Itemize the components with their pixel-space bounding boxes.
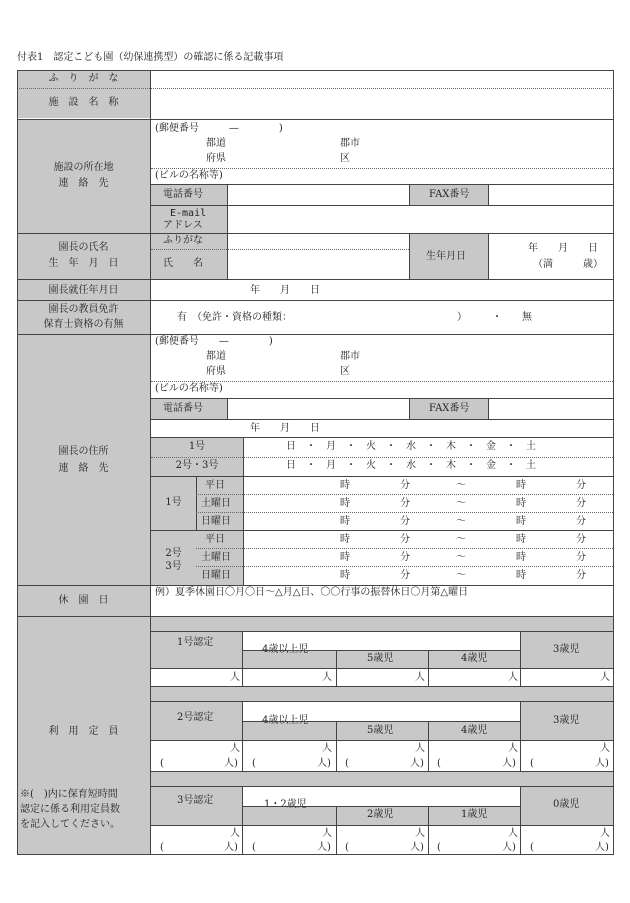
hour-1a-end[interactable]: 時 (516, 480, 526, 491)
cert-2-4plus-short-open: ( (252, 758, 256, 769)
facility-furigana-field[interactable] (151, 71, 613, 88)
cert-1-age-4plus: 4歳以上児 (262, 644, 309, 655)
minute-1c[interactable]: 分 (400, 516, 410, 527)
cert-2-total[interactable]: 人 (230, 743, 240, 754)
cert-3-2-short-open: ( (345, 842, 349, 853)
holiday-label-2: 日曜日 (201, 570, 231, 581)
cert-3-1-count[interactable]: 人 (508, 828, 518, 839)
principal-contact-label: 連 絡 先 (58, 463, 109, 474)
license-value[interactable]: 有 （免許・資格の種類： ） ・ 無 (177, 312, 532, 323)
hour-1b-end[interactable]: 時 (516, 498, 526, 509)
principal-ward-label: 区 (340, 366, 350, 377)
closed-days-label: 休 園 日 (58, 595, 109, 606)
hour-2b[interactable]: 時 (340, 552, 350, 563)
facility-name-field[interactable] (151, 89, 613, 119)
minute-1c-end[interactable]: 分 (576, 516, 586, 527)
closed-days-example[interactable]: 例）夏季休園日〇月〇日〜△月△日、〇〇行事の振替休日〇月第△曜日 (155, 587, 469, 598)
cert-2-age-5: 5歳児 (367, 725, 394, 736)
cert-2-total-short[interactable]: 人) (224, 758, 238, 769)
facility-name-label: 施 設 名 称 (48, 97, 119, 108)
cert-3-0-short[interactable]: 人) (595, 842, 609, 853)
cert-1-5-count[interactable]: 人 (415, 672, 425, 683)
cert-3-2-short[interactable]: 人) (410, 842, 424, 853)
minute-2b-end[interactable]: 分 (576, 552, 586, 563)
capacity-note-2: 認定に係る利用定員数 (20, 804, 120, 815)
birthdate-label: 生年月日 (426, 251, 466, 262)
cert-1-4plus-count[interactable]: 人 (322, 672, 332, 683)
cert-2-4-count[interactable]: 人 (508, 743, 518, 754)
cert-2-5-short-open: ( (345, 758, 349, 769)
cert-2-total-short-open: ( (160, 758, 164, 769)
weekdays-type-1[interactable]: 日 ・ 月 ・ 火 ・ 水 ・ 木 ・ 金 ・ 土 (286, 441, 536, 452)
principal-phone-field[interactable] (228, 399, 409, 419)
minute-2a[interactable]: 分 (400, 534, 410, 545)
principal-address-label: 園長の住所 (58, 446, 109, 457)
cert-1-age-4: 4歳児 (461, 653, 488, 664)
hour-2b-end[interactable]: 時 (516, 552, 526, 563)
holiday-label-1: 日曜日 (201, 516, 231, 527)
tenure-date-field[interactable]: 年 月 日 (250, 285, 320, 296)
tilde-2b: 〜 (456, 552, 466, 563)
principal-name-label: 園長の氏名 (58, 242, 109, 253)
minute-1b-end[interactable]: 分 (576, 498, 586, 509)
tilde-1a: 〜 (456, 480, 466, 491)
minute-2b[interactable]: 分 (400, 552, 410, 563)
phone-field[interactable] (228, 185, 409, 205)
principal-name-field[interactable] (228, 234, 409, 279)
cert-3-12-count[interactable]: 人 (322, 828, 332, 839)
capacity-label: 利 用 定 員 (48, 726, 119, 737)
document-title: 付表1 認定こども園（幼保連携型）の確認に係る記載事項 (17, 52, 284, 63)
cert-1-label: 1号認定 (177, 637, 214, 648)
tilde-2c: 〜 (456, 570, 466, 581)
capacity-note-3: を記入してください。 (20, 819, 120, 830)
principal-fax-field[interactable] (489, 399, 613, 419)
cert-3-total-short[interactable]: 人) (224, 842, 238, 853)
furigana-label: ふ り が な (48, 73, 119, 84)
cert-1-age-3: 3歳児 (553, 644, 580, 655)
cert-2-age-4: 4歳児 (461, 725, 488, 736)
email-label: E-mail (170, 208, 207, 219)
email-field[interactable] (228, 206, 613, 233)
cert-3-total[interactable]: 人 (230, 828, 240, 839)
cert-3-age-0: 0歳児 (553, 799, 580, 810)
principal-date-field[interactable]: 年 月 日 (250, 423, 320, 434)
minute-1a[interactable]: 分 (400, 480, 410, 491)
cert-3-total-short-open: ( (160, 842, 164, 853)
cert-2-age-3: 3歳児 (553, 715, 580, 726)
cert-3-1-short-open: ( (437, 842, 441, 853)
principal-prefecture-label-2: 府県 (206, 366, 226, 377)
cert-2-label: 2号認定 (177, 712, 214, 723)
tilde-1c: 〜 (456, 516, 466, 527)
weekday-label-1: 平日 (205, 480, 225, 491)
cert-3-0-short-open: ( (530, 842, 534, 853)
minute-2c-end[interactable]: 分 (576, 570, 586, 581)
hour-1b[interactable]: 時 (340, 498, 350, 509)
fax-field[interactable] (489, 185, 613, 205)
cert-1-total[interactable]: 人 (230, 672, 240, 683)
days-type-1: 1号 (188, 441, 206, 452)
tenure-label: 園長就任年月日 (48, 285, 119, 296)
email-address-label: アドレス (163, 220, 203, 231)
minute-2a-end[interactable]: 分 (576, 534, 586, 545)
prefecture-label-2: 府県 (206, 153, 226, 164)
cert-3-age-1: 1歳児 (461, 809, 488, 820)
prefecture-label: 都道 (206, 138, 226, 149)
cert-2-3-short-open: ( (530, 758, 534, 769)
cert-1-4-count[interactable]: 人 (508, 672, 518, 683)
hour-2a[interactable]: 時 (340, 534, 350, 545)
furigana-small-label: ふりがな (163, 235, 203, 246)
hour-1c-end[interactable]: 時 (516, 516, 526, 527)
cert-3-12-short[interactable]: 人) (317, 842, 331, 853)
weekdays-type-23[interactable]: 日 ・ 月 ・ 火 ・ 水 ・ 木 ・ 金 ・ 土 (286, 460, 536, 471)
ward-label: 区 (340, 153, 350, 164)
cert-1-3-count[interactable]: 人 (600, 672, 610, 683)
minute-2c[interactable]: 分 (400, 570, 410, 581)
cert-3-0-count[interactable]: 人 (600, 828, 610, 839)
principal-fax-label: FAX番号 (429, 403, 470, 414)
cert-3-2-count[interactable]: 人 (415, 828, 425, 839)
hours-type-1: 1号 (165, 497, 182, 508)
postal-code-field[interactable]: (郵便番号 — ) (155, 123, 283, 134)
cert-2-4plus-short[interactable]: 人) (317, 758, 331, 769)
cert-2-3-count[interactable]: 人 (600, 743, 610, 754)
cert-2-4-short-open: ( (437, 758, 441, 769)
principal-name-field-label: 氏 名 (163, 258, 203, 269)
days-type-23: 2号・3号 (175, 460, 219, 471)
saturday-label-2: 土曜日 (201, 552, 231, 563)
cert-3-label: 3号認定 (177, 795, 214, 806)
principal-city-label: 郡市 (340, 351, 360, 362)
cert-2-5-short[interactable]: 人) (410, 758, 424, 769)
city-label: 郡市 (340, 138, 360, 149)
minute-1b[interactable]: 分 (400, 498, 410, 509)
hour-1c[interactable]: 時 (340, 516, 350, 527)
cert-2-4-short[interactable]: 人) (502, 758, 516, 769)
hour-2c-end[interactable]: 時 (516, 570, 526, 581)
principal-phone-label: 電話番号 (163, 403, 203, 414)
cert-1-age-5: 5歳児 (367, 653, 394, 664)
facility-contact-label: 連 絡 先 (58, 178, 109, 189)
license-label: 園長の教員免許 (48, 304, 119, 315)
hours-type-3: 3号 (165, 561, 182, 572)
tilde-1b: 〜 (456, 498, 466, 509)
hour-1a[interactable]: 時 (340, 480, 350, 491)
fax-label: FAX番号 (429, 189, 470, 200)
saturday-label-1: 土曜日 (201, 498, 231, 509)
cert-2-4plus-count[interactable]: 人 (322, 743, 332, 754)
cert-2-age-4plus: 4歳以上児 (262, 715, 309, 726)
principal-postal-code[interactable]: (郵便番号 — ) (155, 336, 273, 347)
cert-3-age-2: 2歳児 (367, 809, 394, 820)
cert-3-1-short[interactable]: 人) (502, 842, 516, 853)
hour-2c[interactable]: 時 (340, 570, 350, 581)
cert-2-3-short[interactable]: 人) (595, 758, 609, 769)
principal-prefecture-label: 都道 (206, 351, 226, 362)
principal-birthdate-label: 生 年 月 日 (48, 258, 119, 269)
cert-2-5-count[interactable]: 人 (415, 743, 425, 754)
hour-2a-end[interactable]: 時 (516, 534, 526, 545)
birthdate-value[interactable]: 年 月 日 (528, 243, 598, 254)
minute-1a-end[interactable]: 分 (576, 480, 586, 491)
capacity-note-1: ※( )内に保育短時間 (20, 789, 118, 800)
principal-building-label: (ビルの名称等) (155, 383, 223, 394)
phone-label: 電話番号 (163, 189, 203, 200)
building-name-label: (ビルの名称等) (155, 170, 223, 181)
age-value[interactable]: （満 歳） (533, 259, 603, 270)
facility-address-label: 施設の所在地 (53, 162, 114, 173)
weekday-label-2: 平日 (205, 534, 225, 545)
tilde-2a: 〜 (456, 534, 466, 545)
hours-type-2: 2号 (165, 548, 182, 559)
cert-3-12-short-open: ( (252, 842, 256, 853)
qualification-label: 保育士資格の有無 (43, 319, 124, 330)
cert-3-age-12: 1・2歳児 (264, 799, 307, 810)
